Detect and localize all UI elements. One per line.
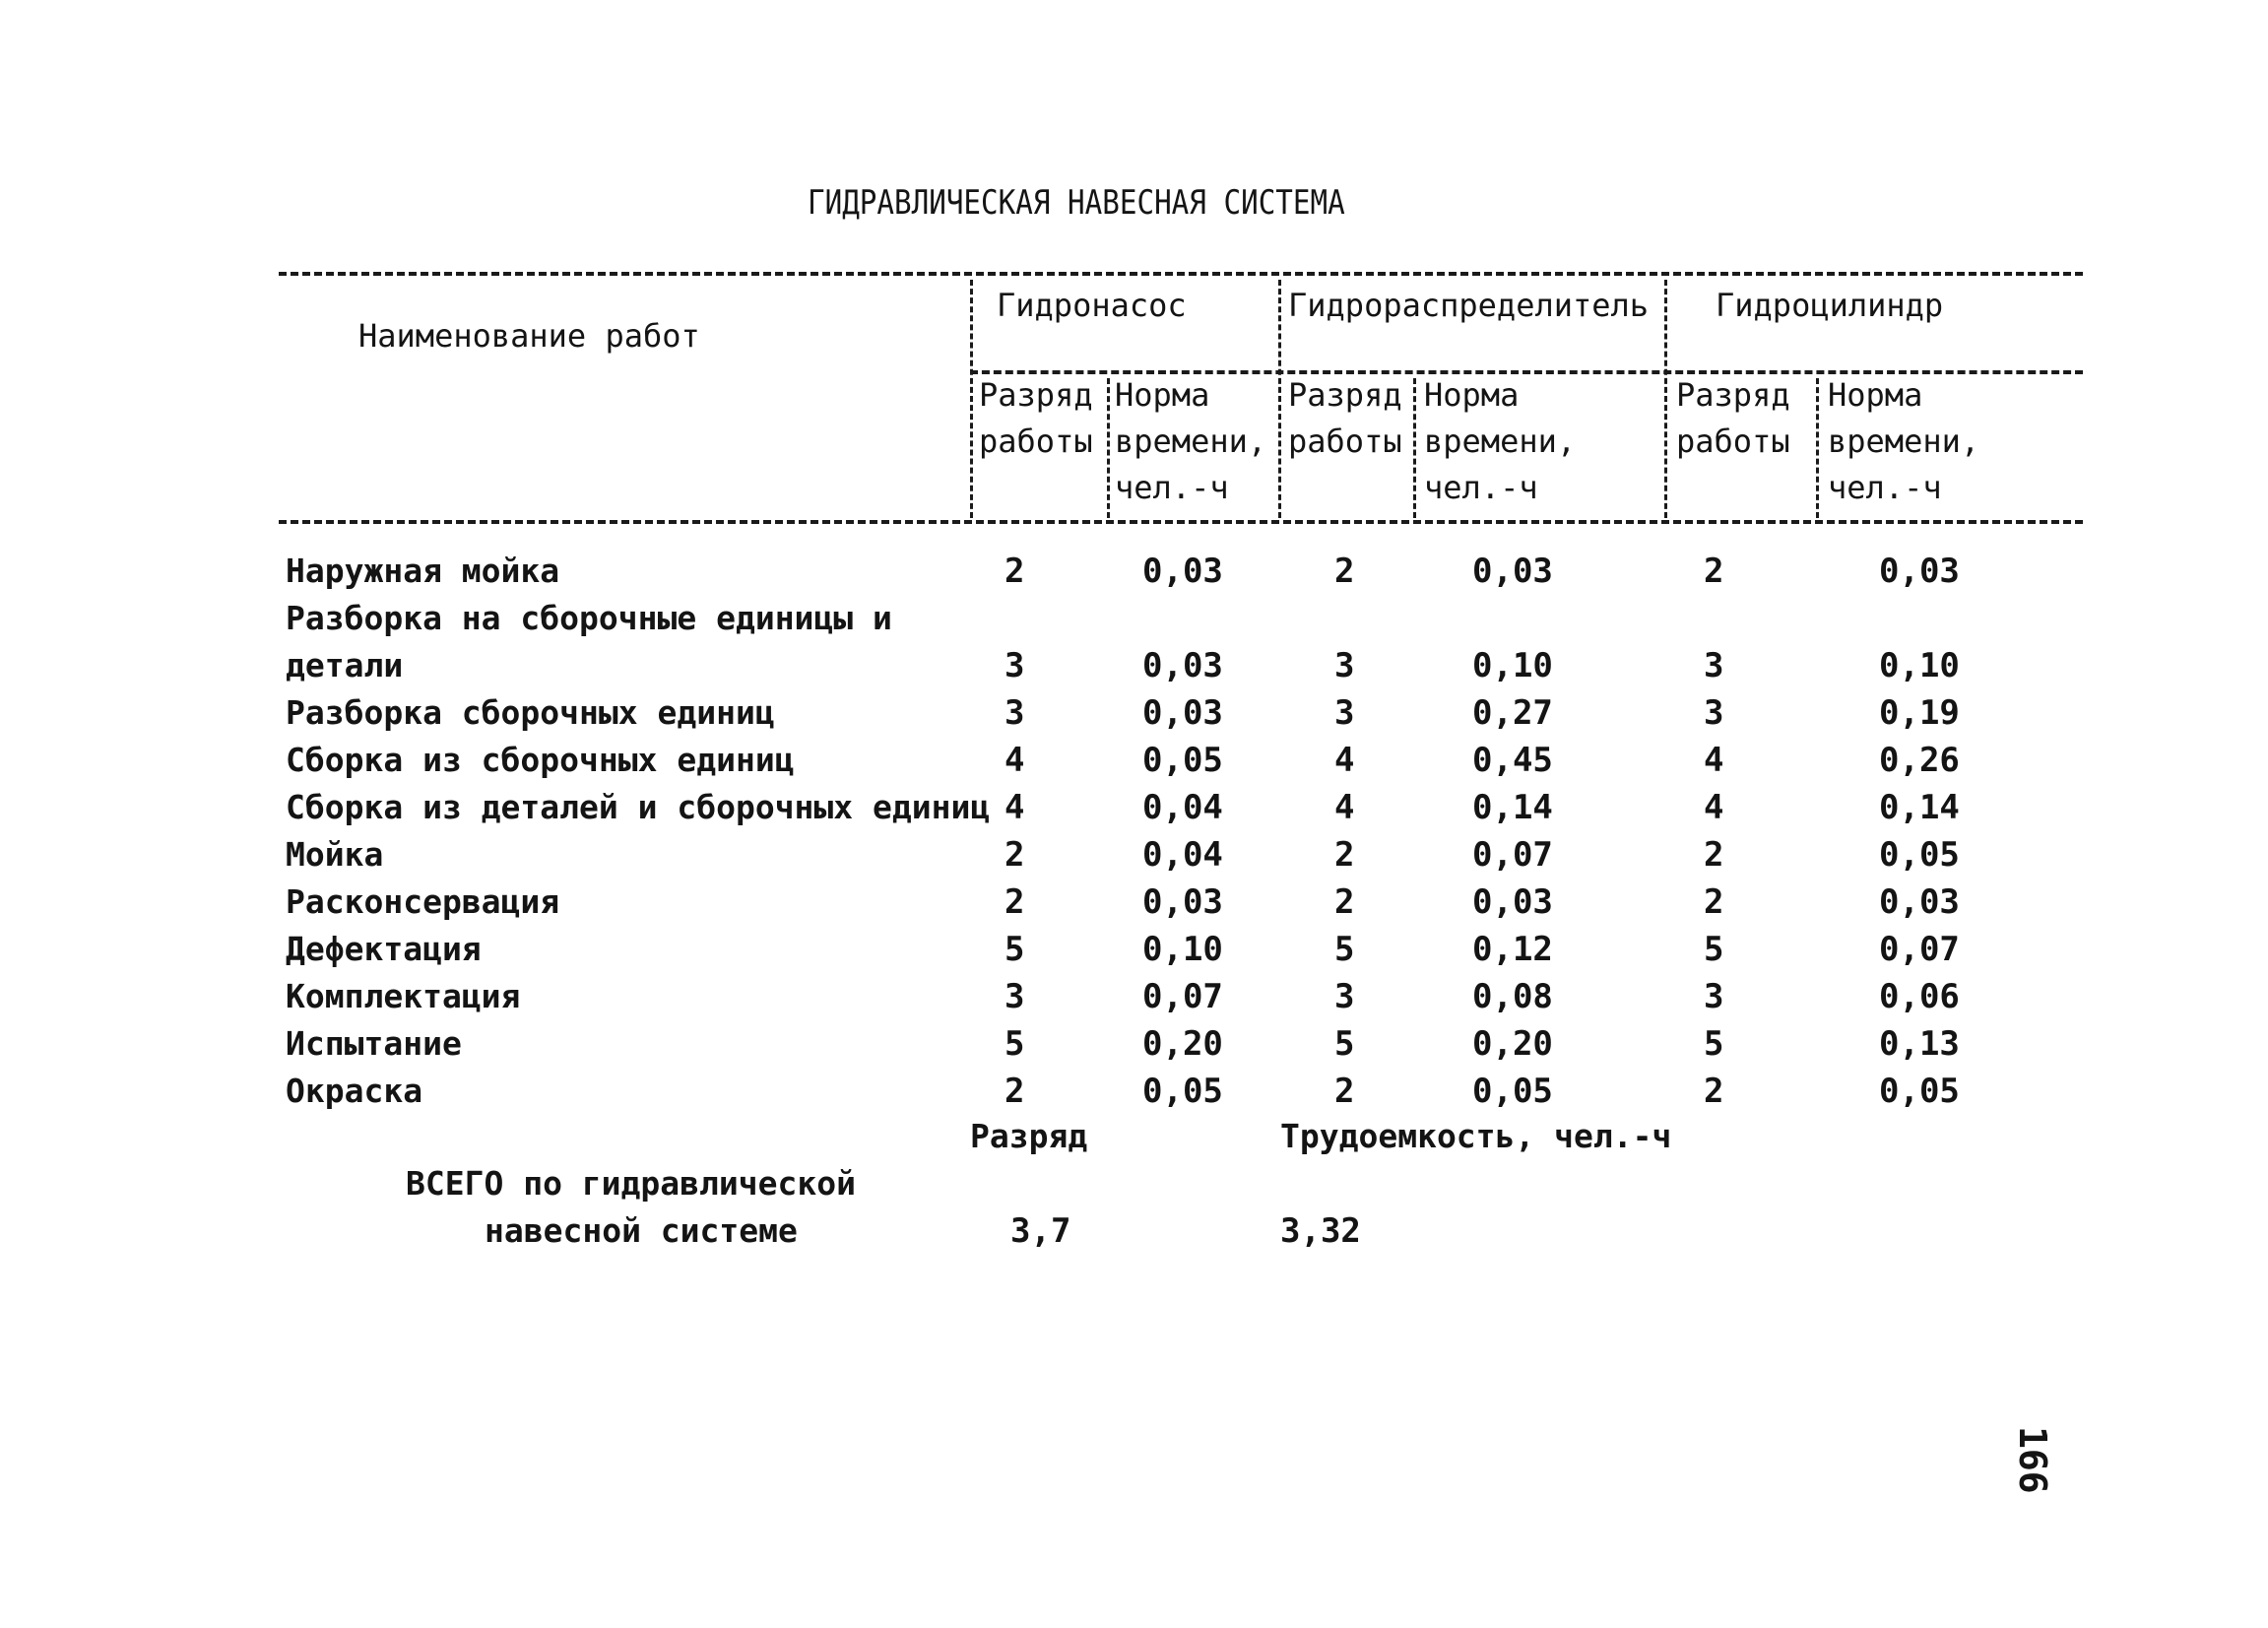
cell-norm: 0,04 [1142, 835, 1223, 875]
cell-rank: 4 [1704, 741, 1724, 780]
cell-rank: 2 [1004, 1072, 1025, 1111]
cell-rank: 4 [1004, 788, 1025, 827]
sub-rank-2: Разряд работы [1288, 376, 1402, 460]
cell-rank: 2 [1704, 1072, 1724, 1111]
totals-rank-label: Разряд [970, 1117, 1088, 1155]
col-sep-1 [970, 280, 973, 518]
row-name: Испытание [286, 1024, 462, 1063]
header-name-col: Наименование работ [358, 317, 700, 355]
sub-norm-2: Норма времени, чел.-ч [1424, 376, 1577, 506]
cell-norm: 0,03 [1472, 552, 1553, 591]
cell-norm: 0,10 [1142, 930, 1223, 969]
cell-rank: 5 [1704, 930, 1724, 969]
sub-rank-3: Разряд работы [1676, 376, 1790, 460]
cell-norm: 0,10 [1879, 646, 1960, 685]
cell-rank: 3 [1704, 693, 1724, 733]
row-name: Сборка из деталей и сборочных единиц [286, 788, 991, 826]
row-name: Окраска [286, 1072, 423, 1110]
cell-norm: 0,20 [1142, 1024, 1223, 1064]
cell-rank: 5 [1004, 1024, 1025, 1064]
cell-rank: 2 [1004, 835, 1025, 875]
header-group-distributor: Гидрораспределитель [1288, 287, 1650, 324]
cell-norm: 0,03 [1142, 552, 1223, 591]
cell-rank: 4 [1334, 741, 1355, 780]
cell-norm: 0,10 [1472, 646, 1553, 685]
cell-rank: 4 [1704, 788, 1724, 827]
row-name: Дефектация [286, 930, 482, 968]
cell-norm: 0,14 [1472, 788, 1553, 827]
col-sep-2 [1278, 280, 1281, 518]
cell-rank: 3 [1334, 977, 1355, 1016]
cell-norm: 0,14 [1879, 788, 1960, 827]
cell-norm: 0,19 [1879, 693, 1960, 733]
cell-norm: 0,04 [1142, 788, 1223, 827]
cell-rank: 3 [1334, 646, 1355, 685]
cell-rank: 2 [1334, 882, 1355, 922]
sub-sep-1 [1107, 378, 1110, 518]
cell-rank: 3 [1334, 693, 1355, 733]
header-group-cylinder: Гидроцилиндр [1716, 287, 1944, 324]
cell-rank: 3 [1004, 646, 1025, 685]
sub-norm-3: Норма времени, чел.-ч [1828, 376, 1980, 506]
cell-norm: 0,12 [1472, 930, 1553, 969]
cell-rank: 3 [1704, 977, 1724, 1016]
row-name: Разборка сборочных единиц [286, 693, 775, 732]
cell-norm: 0,13 [1879, 1024, 1960, 1064]
cell-rank: 2 [1004, 552, 1025, 591]
cell-rank: 2 [1334, 1072, 1355, 1111]
cell-norm: 0,03 [1142, 646, 1223, 685]
page-number: 166 [2011, 1426, 2054, 1494]
totals-labor-value: 3,32 [1280, 1211, 1361, 1251]
cell-rank: 4 [1004, 741, 1025, 780]
cell-norm: 0,07 [1879, 930, 1960, 969]
table-top-rule [279, 272, 2083, 276]
sub-rank-1: Разряд работы [979, 376, 1093, 460]
row-name: Комплектация [286, 977, 521, 1015]
sub-sep-2 [1413, 378, 1416, 518]
cell-rank: 2 [1334, 552, 1355, 591]
cell-rank: 4 [1334, 788, 1355, 827]
cell-norm: 0,26 [1879, 741, 1960, 780]
totals-labor-label: Трудоемкость, чел.-ч [1280, 1117, 1672, 1155]
row-name-continued: детали [286, 646, 404, 684]
cell-norm: 0,27 [1472, 693, 1553, 733]
cell-norm: 0,05 [1472, 1072, 1553, 1111]
cell-rank: 3 [1004, 693, 1025, 733]
header-group-pump: Гидронасос [997, 287, 1187, 324]
cell-rank: 2 [1004, 882, 1025, 922]
cell-norm: 0,08 [1472, 977, 1553, 1016]
header-bottom-rule [279, 520, 2083, 524]
cell-rank: 3 [1004, 977, 1025, 1016]
cell-norm: 0,03 [1472, 882, 1553, 922]
cell-rank: 2 [1334, 835, 1355, 875]
cell-norm: 0,03 [1142, 693, 1223, 733]
cell-rank: 5 [1334, 1024, 1355, 1064]
cell-rank: 3 [1704, 646, 1724, 685]
cell-norm: 0,05 [1142, 741, 1223, 780]
col-sep-3 [1664, 280, 1667, 518]
cell-norm: 0,03 [1879, 552, 1960, 591]
cell-norm: 0,45 [1472, 741, 1553, 780]
totals-label-line2: навесной системе [485, 1211, 798, 1250]
sub-sep-3 [1816, 378, 1819, 518]
cell-rank: 5 [1334, 930, 1355, 969]
sub-norm-1: Норма времени, чел.-ч [1115, 376, 1267, 506]
page-title: ГИДРАВЛИЧЕСКАЯ НАВЕСНАЯ СИСТЕМА [808, 183, 1345, 223]
row-name: Сборка из сборочных единиц [286, 741, 795, 779]
cell-norm: 0,05 [1879, 1072, 1960, 1111]
row-name: Мойка [286, 835, 384, 874]
cell-rank: 2 [1704, 835, 1724, 875]
row-name: Разборка на сборочные единицы и [286, 599, 892, 637]
cell-norm: 0,07 [1472, 835, 1553, 875]
cell-norm: 0,20 [1472, 1024, 1553, 1064]
cell-rank: 5 [1704, 1024, 1724, 1064]
cell-rank: 5 [1004, 930, 1025, 969]
row-name: Расконсервация [286, 882, 560, 921]
cell-norm: 0,07 [1142, 977, 1223, 1016]
cell-norm: 0,06 [1879, 977, 1960, 1016]
cell-rank: 2 [1704, 552, 1724, 591]
row-name: Наружная мойка [286, 552, 560, 590]
cell-norm: 0,05 [1879, 835, 1960, 875]
cell-rank: 2 [1704, 882, 1724, 922]
cell-norm: 0,05 [1142, 1072, 1223, 1111]
totals-label-line1: ВСЕГО по гидравлической [406, 1164, 856, 1203]
cell-norm: 0,03 [1879, 882, 1960, 922]
totals-rank-value: 3,7 [1010, 1211, 1071, 1251]
cell-norm: 0,03 [1142, 882, 1223, 922]
